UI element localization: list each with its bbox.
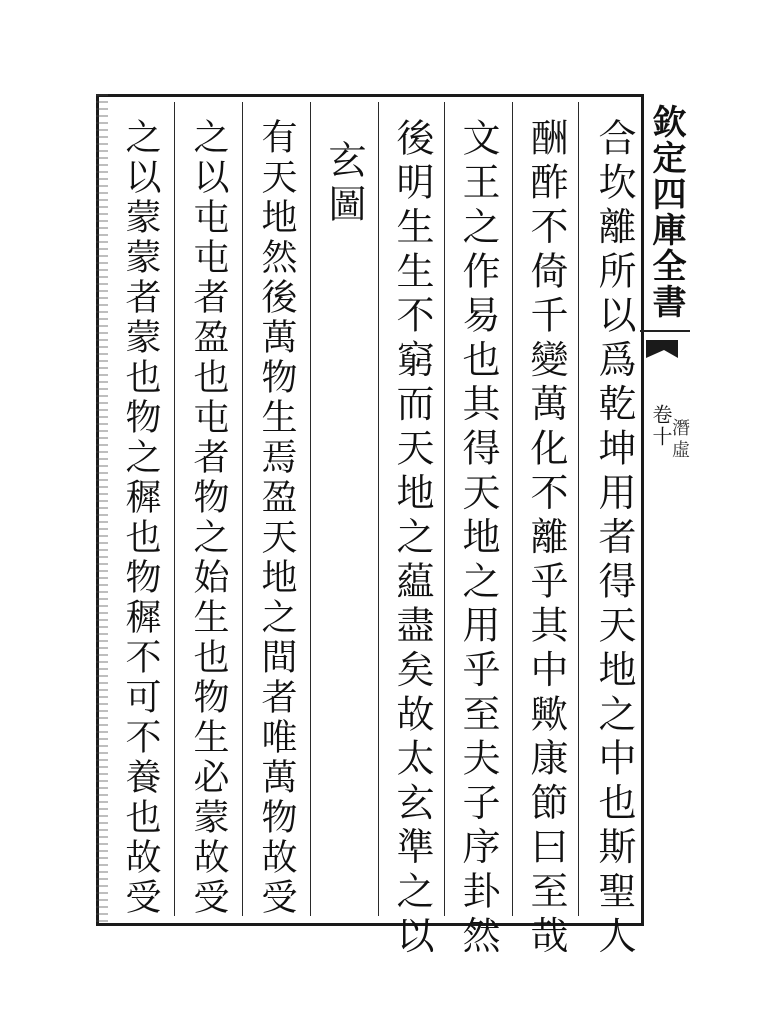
banner-divider <box>640 330 690 332</box>
text-column-2: 酬酢不倚千變萬化不離乎其中歟康節曰至哉 <box>524 118 568 960</box>
banner-section: 卷十 <box>649 404 673 448</box>
column-rule <box>378 102 379 916</box>
banner-title: 欽定四庫全書 <box>646 104 686 320</box>
column-rule <box>444 102 445 916</box>
text-column-7: 之以屯屯者盈也屯者物之始生也物生必蒙故受 <box>188 118 229 918</box>
column-rule <box>512 102 513 916</box>
fish-tail-icon <box>644 338 680 360</box>
text-column-4: 後明生生不窮而天地之藴盡矣故太玄準之以 <box>390 118 434 960</box>
edge-speckle <box>96 94 108 926</box>
text-column-8: 之以蒙蒙者蒙也物之穉也物穉不可不養也故受 <box>120 118 161 918</box>
column-rule <box>310 102 311 916</box>
text-column-1: 合坎離所以爲乾坤用者得天地之中也斯聖人 <box>592 118 636 960</box>
banner-book: 潛虛 <box>669 418 690 462</box>
text-column-3: 文王之作易也其得天地之用乎至夫子序卦然 <box>456 118 500 960</box>
column-rule <box>174 102 175 916</box>
column-rule <box>242 102 243 916</box>
text-column-5: 玄圖 <box>322 140 366 229</box>
text-column-6: 有天地然後萬物生焉盈天地之間者唯萬物故受 <box>256 118 297 918</box>
column-rule <box>578 102 579 916</box>
